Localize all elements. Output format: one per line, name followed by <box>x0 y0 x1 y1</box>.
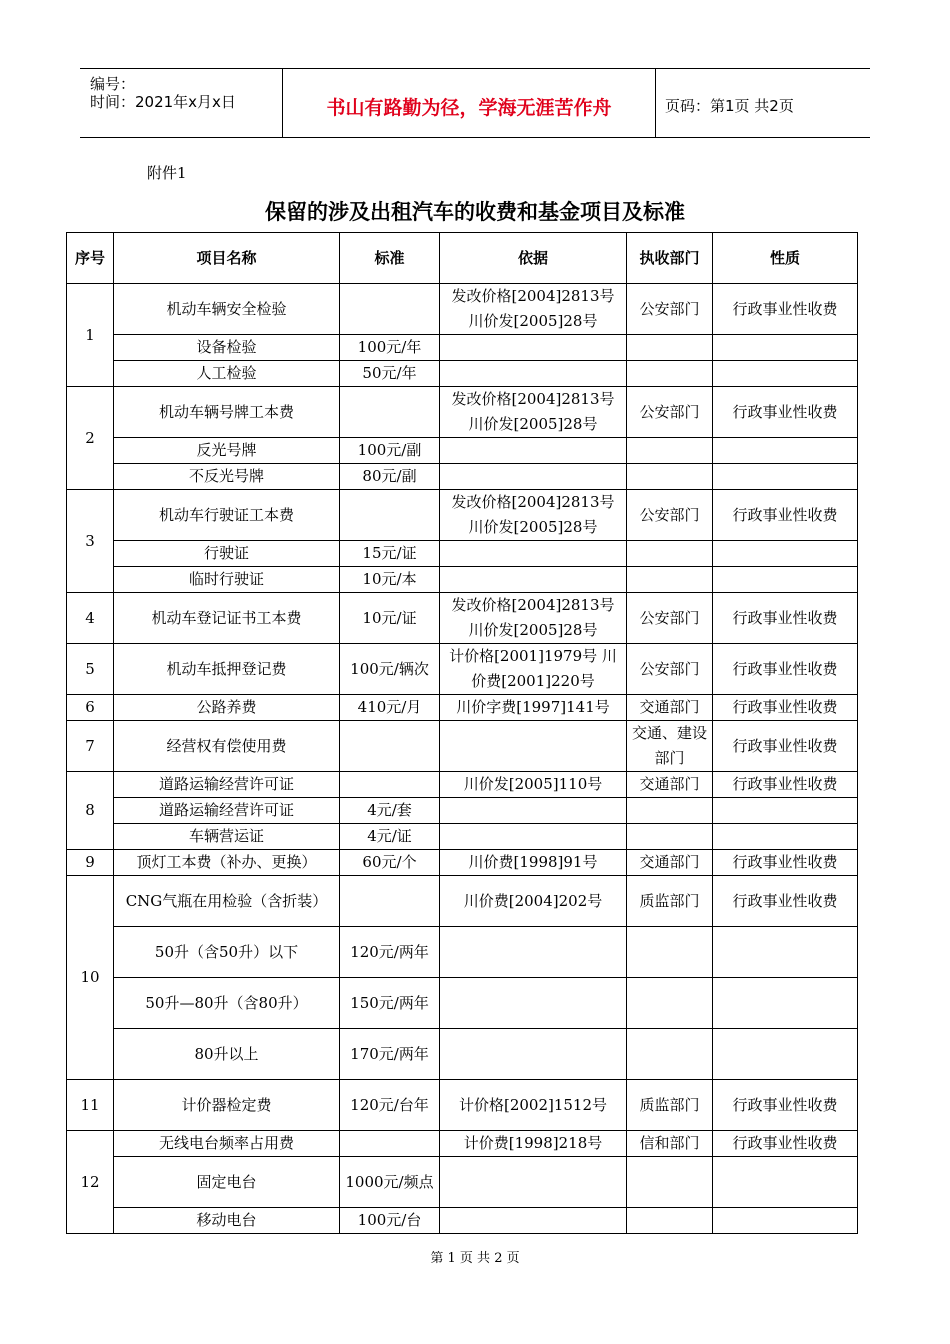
item-name: 人工检验 <box>114 361 340 387</box>
item-nature <box>713 798 858 824</box>
column-header-nature: 性质 <box>713 233 858 284</box>
item-standard: 100元/年 <box>340 335 440 361</box>
header-motto-cell <box>282 69 656 137</box>
item-standard <box>340 772 440 798</box>
item-standard: 4元/套 <box>340 798 440 824</box>
table-row <box>67 335 858 361</box>
item-name: 无线电台频率占用费 <box>114 1131 340 1157</box>
table-row <box>67 1131 858 1157</box>
item-standard: 10元/证 <box>340 593 440 644</box>
item-basis <box>440 721 627 772</box>
item-basis <box>440 1157 627 1208</box>
table-row <box>67 798 858 824</box>
item-name: 车辆营运证 <box>114 824 340 850</box>
item-name: 50升（含50升）以下 <box>114 927 340 978</box>
item-nature: 行政事业性收费 <box>713 721 858 772</box>
table-row <box>67 824 858 850</box>
item-nature <box>713 1157 858 1208</box>
item-basis: 川价字费[1997]141号 <box>440 695 627 721</box>
table-row <box>67 284 858 335</box>
item-basis <box>440 824 627 850</box>
table-row <box>67 850 858 876</box>
table-row <box>67 1157 858 1208</box>
header-time-label: 时间：2021年x月x日 <box>90 93 236 111</box>
item-dept <box>627 927 713 978</box>
item-dept: 交通部门 <box>627 695 713 721</box>
table-row <box>67 490 858 541</box>
item-name: 计价器检定费 <box>114 1080 340 1131</box>
row-number: 1 <box>67 284 114 387</box>
item-name: 50升—80升（含80升） <box>114 978 340 1029</box>
table-row <box>67 1208 858 1234</box>
item-basis: 川价费[2004]202号 <box>440 876 627 927</box>
item-name: 反光号牌 <box>114 438 340 464</box>
item-standard: 80元/副 <box>340 464 440 490</box>
item-basis <box>440 978 627 1029</box>
table-row <box>67 593 858 644</box>
item-nature <box>713 464 858 490</box>
item-standard: 100元/副 <box>340 438 440 464</box>
item-basis: 川价发[2005]110号 <box>440 772 627 798</box>
item-basis <box>440 361 627 387</box>
item-name: 机动车辆号牌工本费 <box>114 387 340 438</box>
item-dept <box>627 1029 713 1080</box>
item-name: 机动车抵押登记费 <box>114 644 340 695</box>
page-header <box>80 68 870 138</box>
item-standard: 4元/证 <box>340 824 440 850</box>
fee-table <box>66 232 858 1234</box>
item-dept <box>627 335 713 361</box>
item-dept: 交通、建设部门 <box>627 721 713 772</box>
item-nature: 行政事业性收费 <box>713 593 858 644</box>
item-name: 道路运输经营许可证 <box>114 798 340 824</box>
item-standard <box>340 284 440 335</box>
header-info-cell <box>80 69 282 137</box>
header-motto: 书山有路勤为径，学海无涯苦作舟 <box>326 97 612 119</box>
item-standard: 120元/两年 <box>340 927 440 978</box>
column-header-no: 序号 <box>67 233 114 284</box>
item-dept: 信和部门 <box>627 1131 713 1157</box>
item-nature: 行政事业性收费 <box>713 850 858 876</box>
item-name: 机动车登记证书工本费 <box>114 593 340 644</box>
page-footer: 第 1 页 共 2 页 <box>430 1251 520 1266</box>
item-standard <box>340 876 440 927</box>
document-title: 保留的涉及出租汽车的收费和基金项目及标准 <box>265 200 685 224</box>
item-dept: 公安部门 <box>627 644 713 695</box>
column-header-name: 项目名称 <box>114 233 340 284</box>
item-basis: 川价费[1998]91号 <box>440 850 627 876</box>
item-nature: 行政事业性收费 <box>713 1131 858 1157</box>
column-header-basis: 依据 <box>440 233 627 284</box>
item-nature: 行政事业性收费 <box>713 1080 858 1131</box>
item-dept: 交通部门 <box>627 850 713 876</box>
item-basis: 计价格[2002]1512号 <box>440 1080 627 1131</box>
item-dept <box>627 824 713 850</box>
item-dept <box>627 1157 713 1208</box>
item-dept <box>627 567 713 593</box>
item-nature: 行政事业性收费 <box>713 284 858 335</box>
item-name: 固定电台 <box>114 1157 340 1208</box>
header-page-cell <box>655 69 870 137</box>
item-nature <box>713 335 858 361</box>
item-standard: 1000元/频点 <box>340 1157 440 1208</box>
item-name: 机动车辆安全检验 <box>114 284 340 335</box>
item-basis <box>440 1029 627 1080</box>
row-number: 7 <box>67 721 114 772</box>
column-header-dept: 执收部门 <box>627 233 713 284</box>
item-basis <box>440 927 627 978</box>
item-nature <box>713 824 858 850</box>
item-dept: 公安部门 <box>627 593 713 644</box>
item-standard: 410元/月 <box>340 695 440 721</box>
item-standard: 100元/辆次 <box>340 644 440 695</box>
row-number: 10 <box>67 876 114 1080</box>
table-row <box>67 464 858 490</box>
item-dept <box>627 541 713 567</box>
item-dept: 公安部门 <box>627 490 713 541</box>
table-row <box>67 567 858 593</box>
row-number: 2 <box>67 387 114 490</box>
item-nature <box>713 438 858 464</box>
row-number: 12 <box>67 1131 114 1234</box>
item-standard: 170元/两年 <box>340 1029 440 1080</box>
table-row <box>67 1029 858 1080</box>
row-number: 8 <box>67 772 114 850</box>
item-standard <box>340 1131 440 1157</box>
item-standard: 10元/本 <box>340 567 440 593</box>
item-name: 80升以上 <box>114 1029 340 1080</box>
item-nature <box>713 567 858 593</box>
row-number: 6 <box>67 695 114 721</box>
item-nature: 行政事业性收费 <box>713 772 858 798</box>
item-nature <box>713 541 858 567</box>
item-basis <box>440 438 627 464</box>
item-dept <box>627 464 713 490</box>
row-number: 11 <box>67 1080 114 1131</box>
item-standard: 50元/年 <box>340 361 440 387</box>
item-nature <box>713 978 858 1029</box>
item-dept: 质监部门 <box>627 1080 713 1131</box>
item-basis: 计价费[1998]218号 <box>440 1131 627 1157</box>
item-dept <box>627 1208 713 1234</box>
item-dept <box>627 978 713 1029</box>
item-nature: 行政事业性收费 <box>713 387 858 438</box>
item-nature <box>713 927 858 978</box>
item-basis: 发改价格[2004]2813号 川价发[2005]28号 <box>440 593 627 644</box>
header-number-label: 编号： <box>90 75 136 93</box>
item-basis <box>440 798 627 824</box>
table-row <box>67 387 858 438</box>
item-nature <box>713 1029 858 1080</box>
item-nature <box>713 361 858 387</box>
item-name: 临时行驶证 <box>114 567 340 593</box>
table-row <box>67 721 858 772</box>
table-row <box>67 1080 858 1131</box>
table-row <box>67 438 858 464</box>
item-name: 公路养费 <box>114 695 340 721</box>
table-row <box>67 541 858 567</box>
item-nature: 行政事业性收费 <box>713 490 858 541</box>
item-nature: 行政事业性收费 <box>713 644 858 695</box>
row-number: 3 <box>67 490 114 593</box>
item-basis <box>440 1208 627 1234</box>
item-name: 机动车行驶证工本费 <box>114 490 340 541</box>
item-nature <box>713 1208 858 1234</box>
item-basis: 发改价格[2004]2813号 川价发[2005]28号 <box>440 284 627 335</box>
attachment-label: 附件1 <box>147 164 187 182</box>
table-row <box>67 361 858 387</box>
row-number: 9 <box>67 850 114 876</box>
item-name: 顶灯工本费（补办、更换） <box>114 850 340 876</box>
item-name: 设备检验 <box>114 335 340 361</box>
item-standard: 100元/台 <box>340 1208 440 1234</box>
table-row <box>67 772 858 798</box>
item-standard: 60元/个 <box>340 850 440 876</box>
item-nature: 行政事业性收费 <box>713 876 858 927</box>
item-dept: 公安部门 <box>627 284 713 335</box>
table-row <box>67 695 858 721</box>
table-row <box>67 876 858 927</box>
row-number: 4 <box>67 593 114 644</box>
item-standard <box>340 387 440 438</box>
item-name: 不反光号牌 <box>114 464 340 490</box>
item-basis <box>440 541 627 567</box>
item-name: CNG气瓶在用检验（含折装） <box>114 876 340 927</box>
item-basis: 计价格[2001]1979号 川价费[2001]220号 <box>440 644 627 695</box>
item-basis <box>440 464 627 490</box>
item-dept: 交通部门 <box>627 772 713 798</box>
column-header-standard: 标准 <box>340 233 440 284</box>
item-basis: 发改价格[2004]2813号 川价发[2005]28号 <box>440 490 627 541</box>
item-nature: 行政事业性收费 <box>713 695 858 721</box>
item-basis: 发改价格[2004]2813号 川价发[2005]28号 <box>440 387 627 438</box>
item-standard: 120元/台年 <box>340 1080 440 1131</box>
row-number: 5 <box>67 644 114 695</box>
item-name: 经营权有偿使用费 <box>114 721 340 772</box>
item-name: 移动电台 <box>114 1208 340 1234</box>
item-basis <box>440 335 627 361</box>
item-dept <box>627 798 713 824</box>
item-standard: 150元/两年 <box>340 978 440 1029</box>
item-dept <box>627 361 713 387</box>
table-row <box>67 927 858 978</box>
table-row <box>67 978 858 1029</box>
item-dept <box>627 438 713 464</box>
item-standard <box>340 721 440 772</box>
header-page-info: 页码：第1页 共2页 <box>665 97 794 115</box>
item-standard: 15元/证 <box>340 541 440 567</box>
item-dept: 质监部门 <box>627 876 713 927</box>
table-row <box>67 644 858 695</box>
item-basis <box>440 567 627 593</box>
table-header-row <box>67 233 858 284</box>
item-standard <box>340 490 440 541</box>
item-name: 行驶证 <box>114 541 340 567</box>
item-dept: 公安部门 <box>627 387 713 438</box>
item-name: 道路运输经营许可证 <box>114 772 340 798</box>
